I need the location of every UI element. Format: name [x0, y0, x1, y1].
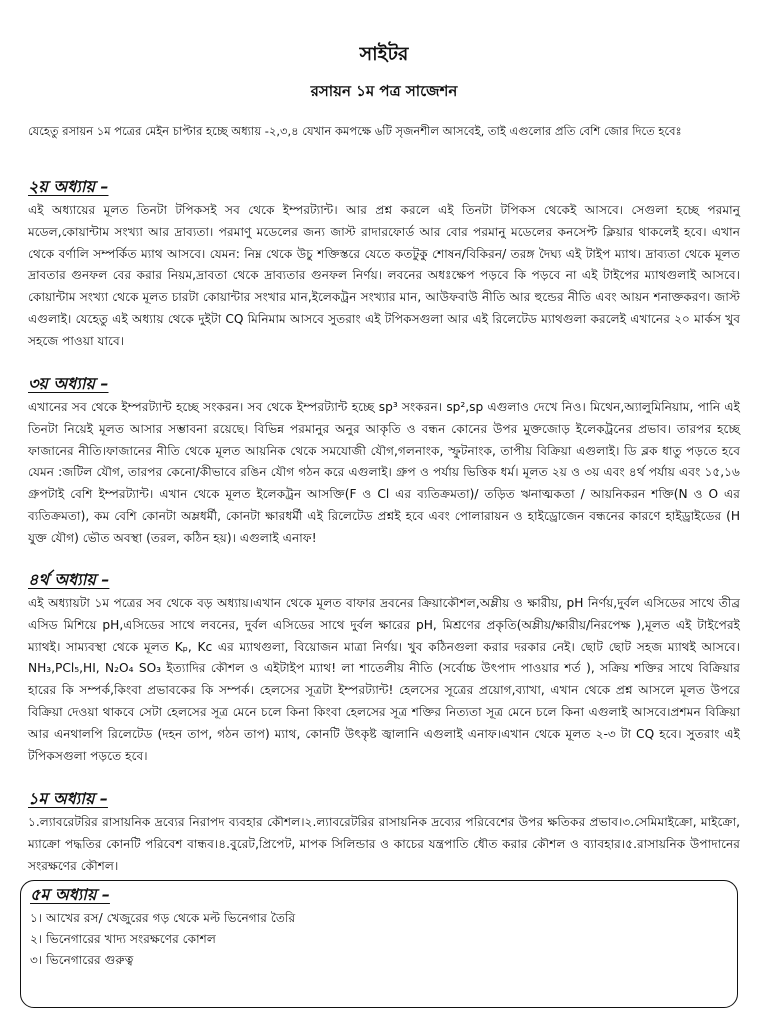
list-item: ৩। ভিনেগারের গুরুত্ব [30, 953, 134, 967]
section-chapter-1 [28, 788, 740, 877]
section-body: এই অধ্যায়ের মূলত তিনটা টপিকসই সব থেকে ইম্পরট্যান্ট। আর প্রশ্ন করলে এই তিনটা টপিকস থেকেই আসবে। সেগুলা হচ্ছে পরমানু মডেল,কোয়ান্টাম সংখ্যা আর দ্রাব্যতা। পরমাণু মডেলের জন্য জাস্ট রাদারফোর্ড আর বোর পরমানু মডেলের কনসেপ্ট ক্লিয়ার থাকলেই হবে। এখান থেকে বর্ণালি সম্পর্কিত ম্যাথ আসবে। যেমন: নিম্ন থেকে উচু শক্তিস্তরে যেতে কতটুকু শোষন/বিকিরন/ তরঙ্গ দৈঘ্য এই টাইপ ম্যাথ। দ্রাব্যতা থেকে মূলত দ্রাবতার গুনফল বের করার নিয়ম,দ্রাবতা থেকে দ্রাব্যতার গুনফল নির্ণয়। লবনের অধঃক্ষেপ পড়বে কি পড়বে না এই টাইপের ম্যাথগুলাই আসবে। কোয়ান্টাম সংখ্যা থেকে মূলত চারটা কোয়ান্টার সংখার মান,ইলেকট্রন সংখ্যার মান, আউফবাউ নীতি আর হুন্ডের নীতি এবং আয়ন শনাক্তকরণ। জাস্ট এগুলাই। যেহেতু এই অধ্যায় থেকে দুইটা CQ মিনিমাম আসবে সুতরাং এই টপিকসগুলা আর এই রিলেটেড ম্যাথগুলা করলেই এখানের ২০ মার্কস খুব সহজে পাওয়া যাবে। [28, 203, 740, 348]
document-subtitle: রসায়ন ১ম পত্র সাজেশন [310, 82, 458, 100]
section-heading: ২য় অধ্যায় – [28, 177, 109, 196]
intro-paragraph: যেহেতু রসায়ন ১ম পত্রের মেইন চাপ্টার হচ্ছে অধ্যায় -২,৩,৪ যেখান কমপক্ষে ৬টি সৃজনশীল আসবেই, তাই এগুলোর প্রতি বেশি জোর দিতে হবেঃ [28, 124, 682, 138]
list-item: ২। ভিনেগারের খাদ্য সংরক্ষণের কোশল [30, 932, 216, 946]
section-heading: ১ম অধ্যায় – [28, 789, 108, 808]
section-heading: ৩য় অধ্যায় – [28, 374, 109, 393]
section-heading: ৫ম অধ্যায় – [30, 885, 110, 904]
section-body: এই অধ্যায়টা ১ম পত্রের সব থেকে বড় অধ্যায়।এখান থেকে মূলত বাফার দ্রবনের ক্রিয়াকৌশল,অম্লীয় ও ক্ষারীয়, pH নির্ণয়,দুর্বল এসিডের সাথে তীব্র এসিড মিশিয়ে pH,এসিডের সাথে লবনের, দুর্বল এসিডের সাথে দুর্বল ক্ষারের pH, মিশ্রণের প্রকৃতি(অম্লীয়/ক্ষারীয়/নিরপেক্ষ ),মূলত এই টাইপেরই ম্যাথই। সাম্যবস্থা থেকে মূলত Kₚ, Kc এর ম্যাথগুলা, বিয়োজন মাত্রা নির্ণয়। খুব কঠিনগুলা করার দরকার নেই। ছোট ছোট সহজ ম্যাথই আসবে। NH₃,PCl₅,HI, N₂O₄ SO₃ ইত্যাদির কৌশল ও এইটাইপ ম্যাথ! লা শাতেলীয় নীতি (সর্বোচ্চ উৎপাদ পাওয়ার শর্ত ), সক্রিয় শক্তির সাথে বিক্রিয়ার হারের কি সম্পর্ক,কিংবা প্রভাবকের কি সম্পর্ক। হেলসের সূত্রটা ইম্পরট্যান্ট! হেলসের সূত্রের প্রয়োগ,ব্যাখা, এখান থেকে প্রশ্ন আসলে মূলত উপরে বিক্রিয়া দেওয়া থাকবে সেটা হেলসের সূত্র মেনে চলে কিনা কিংবা হেলসের সূত্র শক্তির নিত্যতা সূত্র মেনে চলে কিনা এগুলাই আসবে।প্রশমন বিক্রিয়া আর এনথালপি রিলেটেড (দহন তাপ, গঠন তাপ) ম্যাথ, কোনটি উৎকৃষ্ট জ্বালানি এগুলাই এনাফ।এখান থেকে মূলত ২-৩ টা CQ হবে। সুতরাং এই টপিকসগুলা পড়তে হবে। [28, 596, 740, 763]
section-heading: ৪র্থ অধ্যায় – [28, 570, 110, 589]
section-chapter-4 [28, 569, 740, 767]
section-body: ১.ল্যাবরেটরির রাসায়নিক দ্রব্যের নিরাপদ ব্যবহার কৌশল।২.ল্যাবরেটরির রাসায়নিক দ্রব্যের পরিবেশের উপর ক্ষতিকর প্রভাব।৩.সেমিমাইক্রো, মাইক্রো, ম্যাক্রো পদ্ধতির কোনটি পরিবেশ বান্ধব।৪.বুরেট,প্রিপেট, মাপক সিলিন্ডার ও কাচের যন্ত্রপাতি ধৌত করার কৌশল ও ব্যাবহার।৫.রাসায়নিক উপাদানের সংরক্ষণের কৌশল। [28, 815, 740, 873]
section-chapter-2 [28, 176, 740, 353]
document-title: সাইটর [359, 43, 409, 65]
list-item: ১। আখের রস/ খেজুরের গড় থেকে মল্ট ভিনেগার তৈরি [30, 911, 296, 925]
section-body: এখানের সব থেকে ইম্পরট্যান্ট হচ্ছে সংকরন। সব থেকে ইম্পরট্যান্ট হচ্ছে sp³ সংকরন। sp²,sp এগুলাও দেখে নিও। মিথেন,অ্যালুমিনিয়াম, পানি এই তিনটা নিয়েই মূলত আসার সম্ভাবনা রয়েছে। বিভিন্ন পরমানুর অনুর আকৃতি ও বন্ধন কোনের উপর মুক্তজোড় ইলেকট্রনের প্রভাব। তারপর হচ্ছে ফাজানের নীতি।ফাজানের নীতি থেকে মূলত আয়নিক থেকে সমযোজী যৌগ,গলনাংক, স্ফুটনাংক, তাপীয় বিক্রিয়া এগুলাই। ডি ব্লক ধাতু পড়তে হবে যেমন :জটিল যৌগ, তারপর কেনো/কীভাবে রঙিন যৌগ গঠন করে এগুলাই। গ্রুপ ও পর্যায় ভিত্তিক ধর্ম। মূলত ২য় ও ৩য় এবং ৪র্থ পর্যায় এবং ১৫,১৬ গ্রুপটাই বেশি ইম্পরট্যান্ট। এখান থেকে মূলত ইলেকট্রন আসক্তি(F ও Cl এর ব্যতিক্রমতা)/ তড়িত ঋনাত্মকতা / আয়নিকরন শক্তি(N ও O এর ব্যতিক্রমতা), কম বেশি কোনটা অম্লধর্মী, কোনটা ক্ষারধর্মী এই রিলেটেড প্রশ্নই হবে এবং পোলারায়ন ও হাইড্রোজেন বন্ধনের কারণে হাইড্রাইডের (H যুক্ত যৌগ) ভৌত অবস্থা (তরল, কঠিন হয়)। এগুলাই এনাফ! [28, 400, 740, 545]
section-chapter-5 [30, 884, 742, 971]
section-chapter-3 [28, 373, 740, 550]
